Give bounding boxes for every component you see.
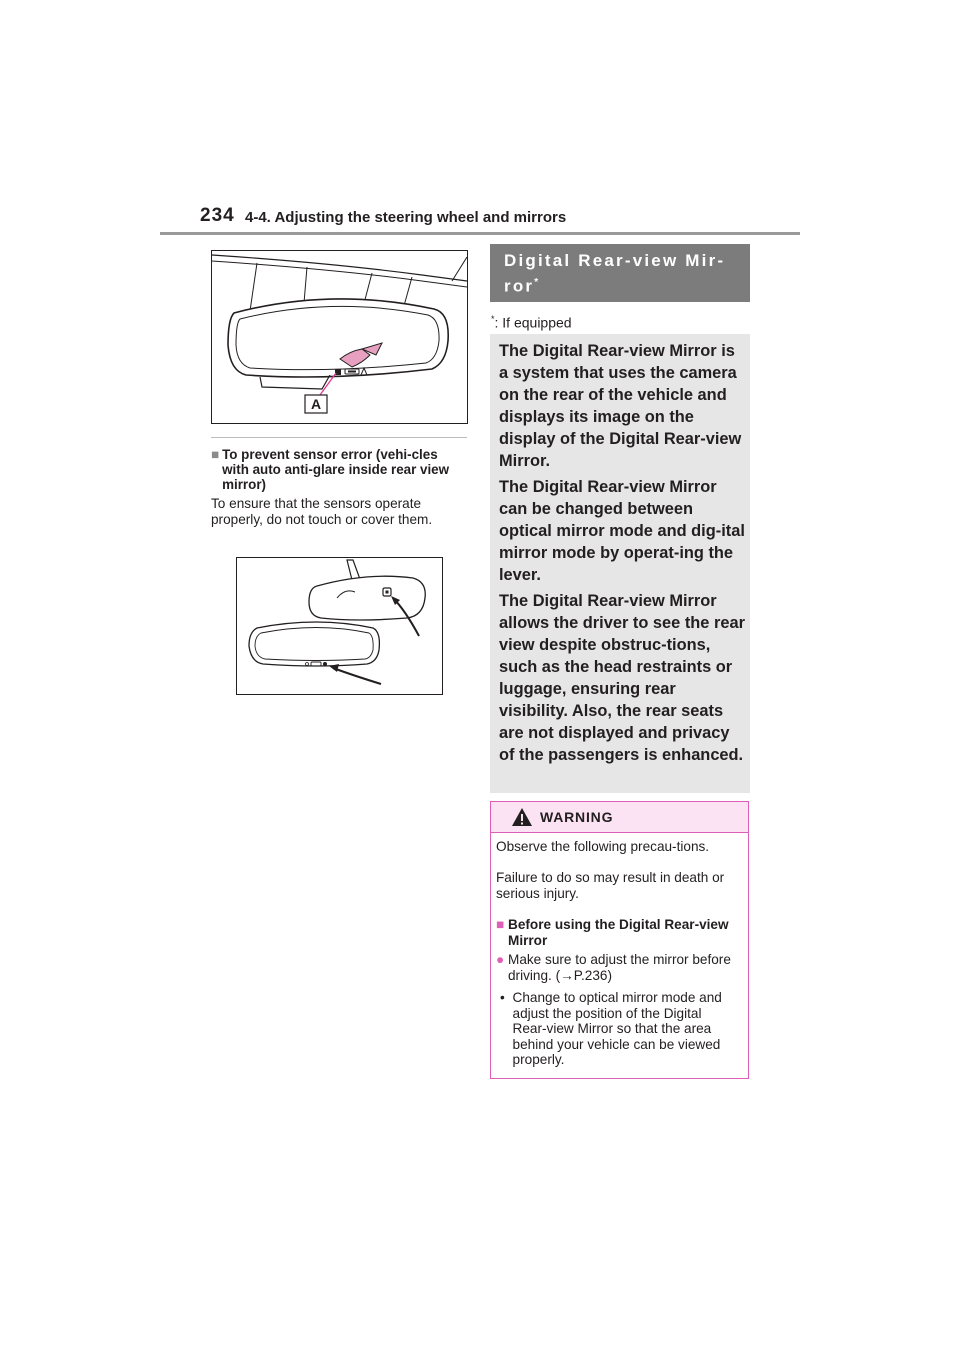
warning-triangle-icon bbox=[511, 807, 533, 827]
mirror-sensors-figure bbox=[236, 557, 443, 695]
two-mirrors-illustration bbox=[237, 558, 442, 694]
square-bullet-icon: ■ bbox=[211, 447, 220, 462]
warning-subheading bbox=[496, 917, 744, 948]
sensor-error-subheading bbox=[211, 447, 467, 492]
warning-label: WARNING bbox=[540, 809, 614, 825]
warning-intro-1: Observe the following precau-tions. bbox=[496, 839, 710, 854]
warning-header bbox=[491, 802, 748, 833]
summary-paragraph-3: The Digital Rear-view Mirror allows the driver to see the rear view despite obstruc-tions, such as the head restraints or luggage, ensuring rear visibility. Also, the rear seats are not displayed and privacy of the passengers is enhanced. bbox=[499, 592, 745, 764]
square-bullet-icon: ■ bbox=[496, 917, 505, 932]
warning-subitem-text: Change to optical mirror mode and adjust the position of the Digital Rear-view Mirror so that the area behind your vehicle can be viewed properly. bbox=[512, 990, 722, 1067]
mirror-sensor-figure bbox=[211, 250, 468, 424]
rearview-mirror-illustration bbox=[212, 251, 467, 423]
warning-intro-2: Failure to do so may result in death or serious injury. bbox=[496, 870, 725, 901]
warning-item-adjust bbox=[496, 952, 744, 983]
digital-mirror-title-box bbox=[490, 244, 750, 302]
sensor-error-heading-text: To prevent sensor error (vehi-cles with auto anti-glare inside rear view mirror) bbox=[222, 447, 450, 492]
summary-paragraph-1: The Digital Rear-view Mirror is a system that uses the camera on the rear of the vehicle and displays its image on the display of the Digital Rear-view Mirror. bbox=[499, 342, 742, 470]
title-asterisk: * bbox=[534, 277, 539, 288]
warning-box bbox=[490, 801, 749, 1079]
if-equipped-note bbox=[491, 314, 572, 331]
sensor-instruction-text: To ensure that the sensors operate properly, do not touch or cover them. bbox=[211, 496, 433, 527]
divider bbox=[211, 437, 467, 438]
circle-bullet-icon: ● bbox=[496, 952, 505, 967]
callout-label-a: A bbox=[310, 396, 322, 412]
digital-mirror-summary-box bbox=[490, 334, 750, 793]
summary-paragraph-2: The Digital Rear-view Mirror can be changed between optical mirror mode and dig-ital mirror mode by operat-ing the lever. bbox=[499, 478, 745, 584]
footnote-asterisk: * bbox=[491, 314, 495, 324]
header-rule bbox=[160, 232, 800, 235]
section-title: 4-4. Adjusting the steering wheel and mirrors bbox=[245, 209, 567, 226]
warning-item-text: Make sure to adjust the mirror before driving. (→P.236) bbox=[508, 952, 731, 983]
footnote-text: : If equipped bbox=[494, 314, 572, 331]
warning-subitem bbox=[496, 990, 744, 1068]
warning-subheading-text: Before using the Digital Rear-view Mirror bbox=[508, 917, 729, 948]
digital-mirror-title: Digital Rear-view Mir-ror bbox=[504, 251, 726, 296]
page-number: 234 bbox=[200, 205, 235, 226]
dash-bullet-icon: • bbox=[500, 990, 505, 1005]
